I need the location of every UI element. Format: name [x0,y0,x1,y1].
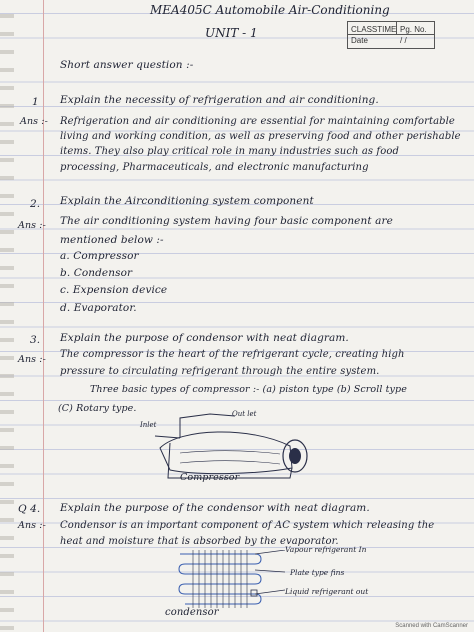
section-title: Short answer question :- [60,59,194,71]
q1-answer-line: items. They also play critical role in many industries such as food [60,146,399,157]
q2-list-item: a. Compressor [60,250,139,262]
classtime-stamp [347,21,435,49]
compressor-outlet-label: Out let [232,410,257,418]
condensor-fins-label: Plate type fins [290,568,345,577]
q1-answer-line: processing, Pharmaceuticals, and electronic manufacturing [60,162,369,173]
q4-answer-label: Ans :- [18,520,46,531]
q3-answer-line: pressure to circulating refrigerant through the entire system. [60,366,380,377]
condensor-diagram [175,550,265,610]
condensor-caption: condensor [165,607,219,618]
q3-answer-line: Three basic types of compressor :- (a) piston type (b) Scroll type [90,384,407,395]
date-value: / / [400,36,407,45]
condensor-liquid-label: Liquid refrigerant out [285,587,369,596]
q2-answer-line: The air conditioning system having four basic component are [60,215,393,227]
date-label: Date [351,36,368,45]
q3-number: 3. [30,334,41,346]
binder-holes [0,0,14,632]
q4-question: Explain the purpose of the condensor with neat diagram. [60,502,370,514]
unit-label: UNIT - 1 [205,26,258,40]
q2-number: 2. [30,198,41,210]
compressor-caption: Compressor [180,472,240,483]
q3-answer-line: The compressor is the heart of the refrigerant cycle, creating high [60,349,405,360]
compressor-inlet-label: Inlet [140,421,157,429]
q1-question: Explain the necessity of refrigeration and air conditioning. [60,94,379,106]
margin-line [43,0,44,632]
classtime-label: CLASSTIME [351,25,397,34]
q3-answer-line: (C) Rotary type. [58,403,137,414]
q2-answer-line: mentioned below :- [60,234,164,246]
scanner-watermark: Scanned with CamScanner [395,623,468,629]
q1-answer-line: living and working condition, as well as preserving food and other perishable [60,131,461,142]
condensor-vapour-label: Vapour refrigerant In [285,545,367,554]
q2-question: Explain the Airconditioning system component [60,195,314,207]
q1-answer-label: Ans :- [20,116,48,127]
q2-list-item: b. Condensor [60,267,133,279]
q4-answer-line: heat and moisture that is absorbed by the evaporator. [60,536,339,547]
q3-answer-label: Ans :- [18,354,46,365]
q2-answer-label: Ans :- [18,220,46,231]
page-title: MEA405C Automobile Air-Conditioning [150,3,390,17]
q1-answer-line: Refrigeration and air conditioning are essential for maintaining comfortable [60,116,455,127]
q4-answer-line: Condensor is an important component of AC system which releasing the [60,520,435,531]
q3-question: Explain the purpose of condensor with neat diagram. [60,332,349,344]
q4-number: Q 4. [18,503,41,515]
q2-list-item: d. Evaporator. [60,302,137,314]
q1-number: 1 [32,96,39,108]
q2-list-item: c. Expension device [60,284,168,296]
page-number-label: Pg. No. [400,25,427,34]
